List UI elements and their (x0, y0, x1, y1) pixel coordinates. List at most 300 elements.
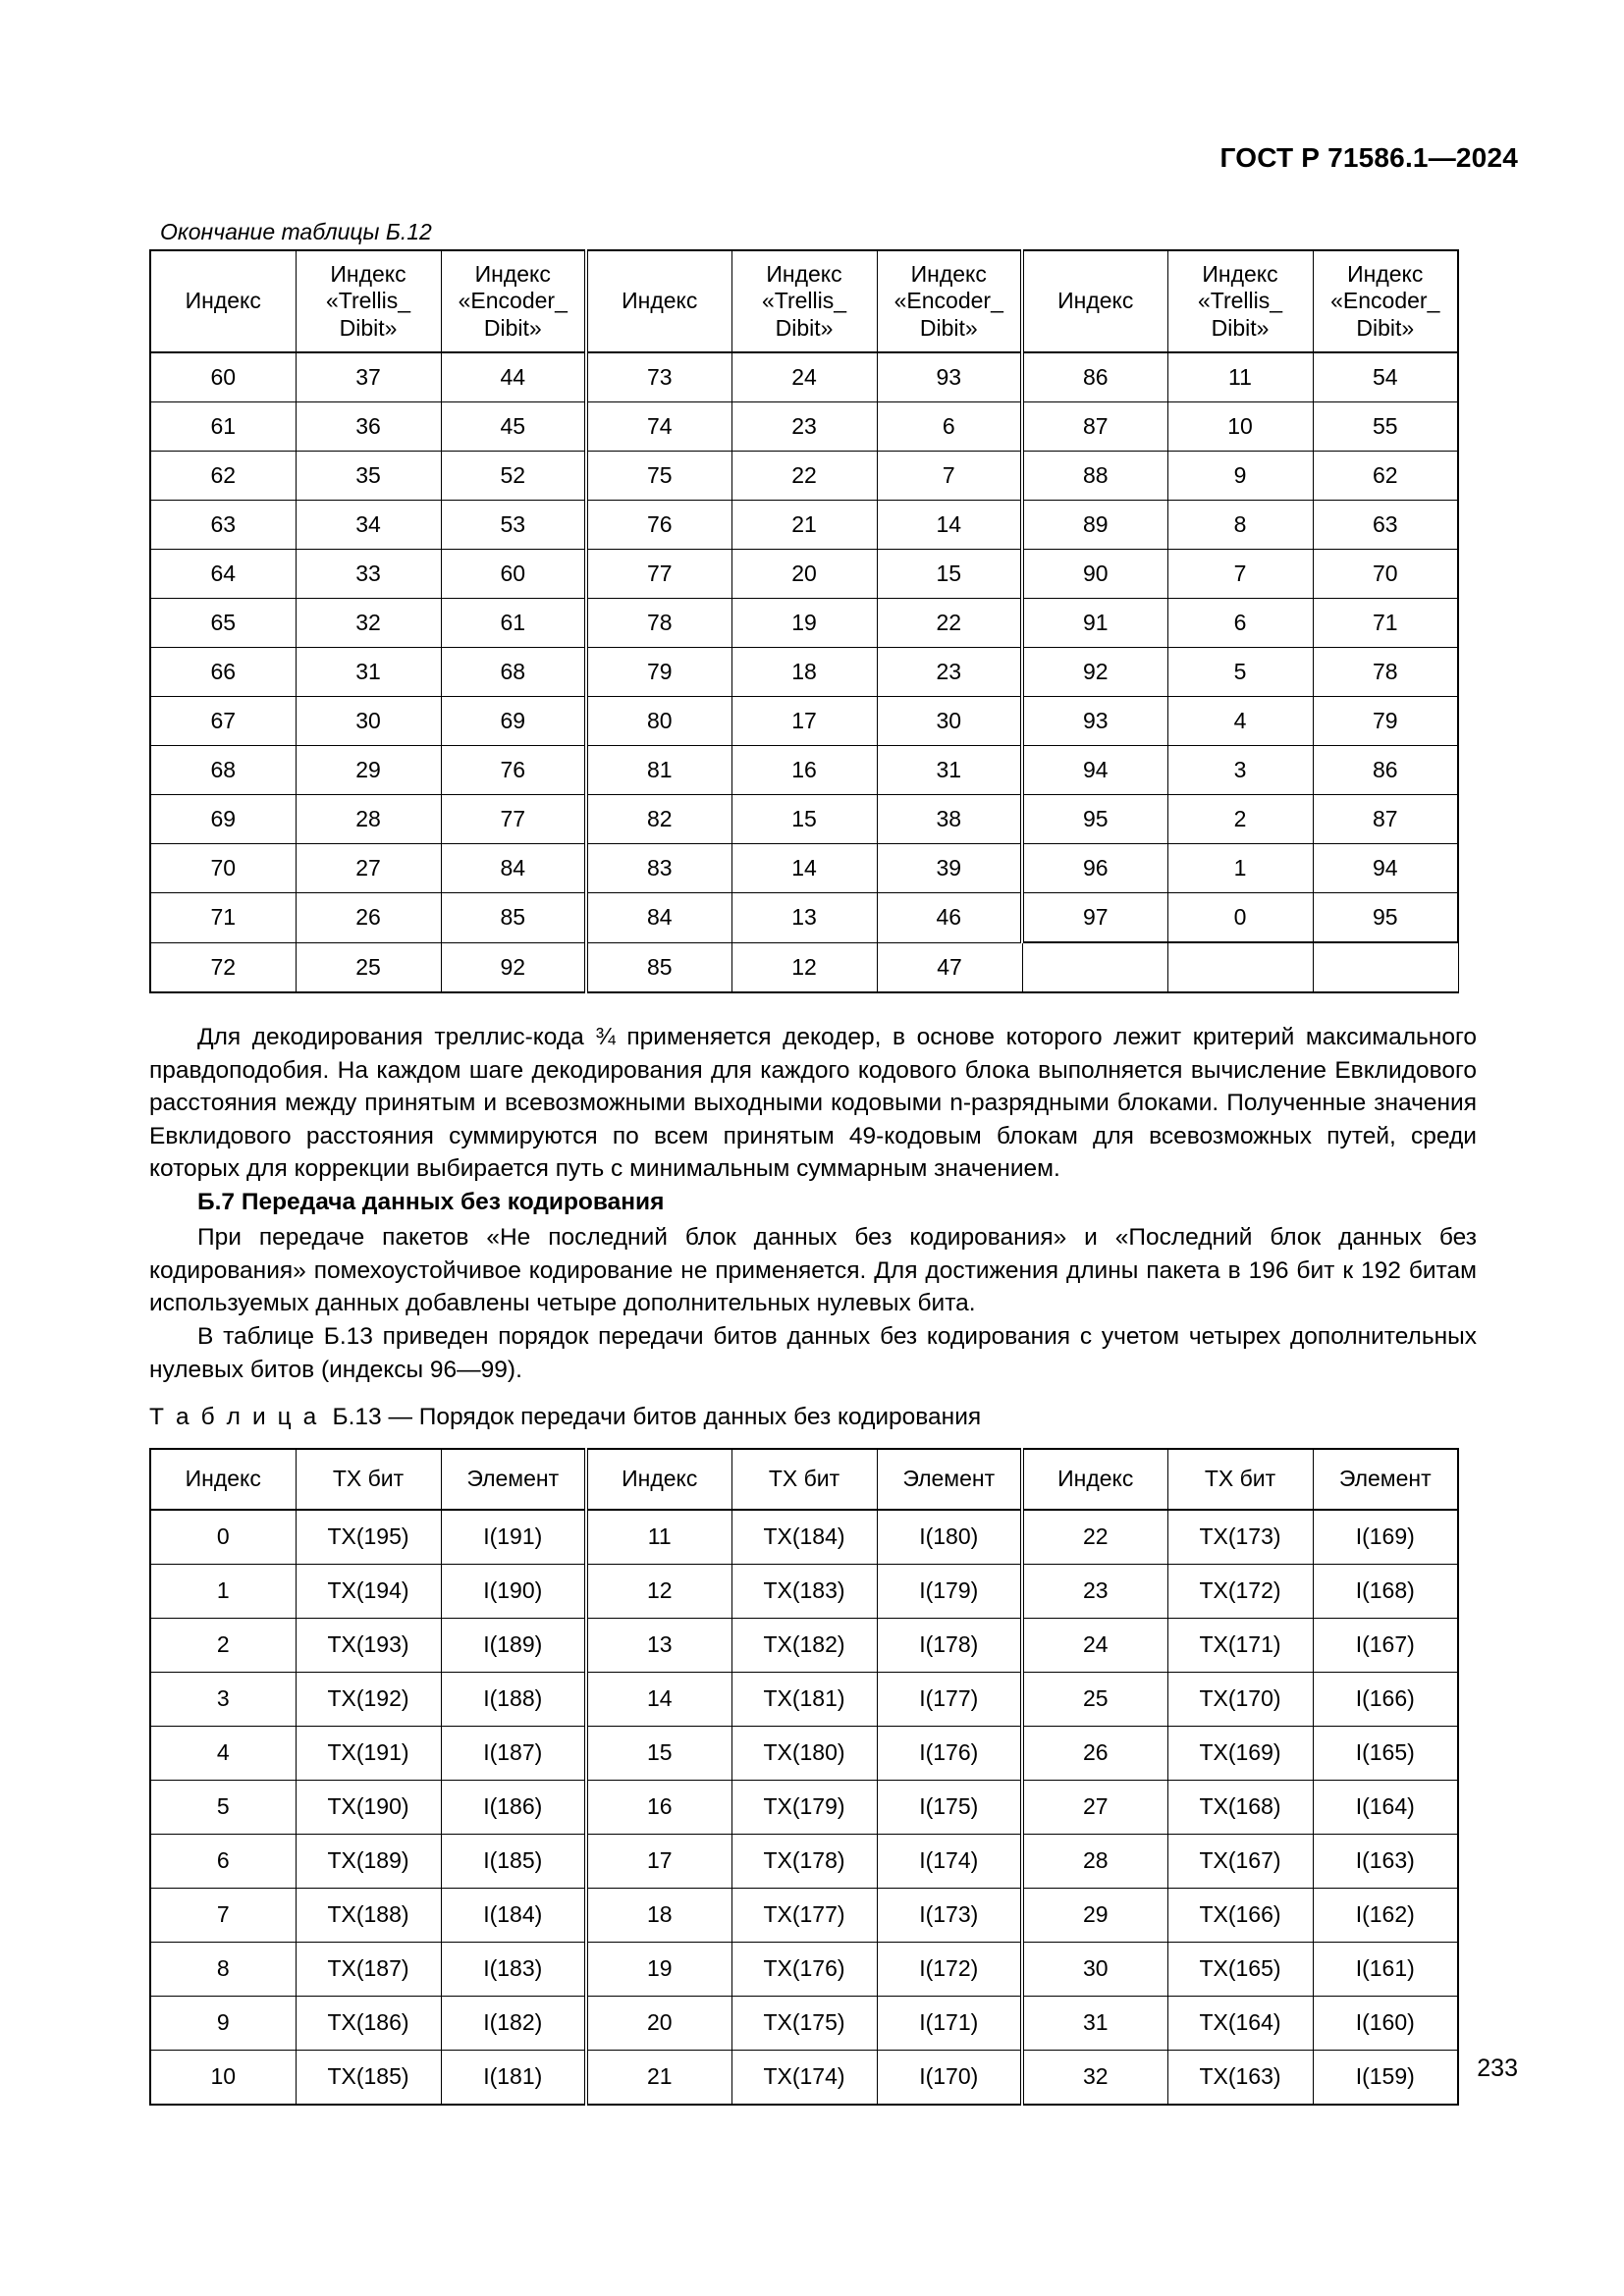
table-b12-cell-r4-c2: 60 (441, 550, 586, 599)
table-b12-cell-r2-c5: 7 (877, 452, 1022, 501)
table-b13-cell-r3-c7: TX(170) (1167, 1673, 1313, 1727)
table-b13-cell-r7-c4: TX(177) (731, 1889, 877, 1943)
table-b13-cell-r4-c1: TX(191) (296, 1727, 441, 1781)
table-b12-cell-r4-c5: 15 (877, 550, 1022, 599)
table-b12-cell-r11-c7: 0 (1167, 893, 1313, 943)
table-b12-cell-r8-c7: 3 (1167, 746, 1313, 795)
table-row (150, 550, 1458, 599)
table-b13-cell-r5-c8: I(164) (1313, 1781, 1458, 1835)
table-b13-cell-r9-c0: 9 (150, 1997, 296, 2051)
table-b12-cell-r1-c8: 55 (1313, 402, 1458, 452)
table-b13-cell-r5-c0: 5 (150, 1781, 296, 1835)
table-b12-cell-r12-c3: 85 (586, 942, 731, 992)
table-b12-cell-r2-c3: 75 (586, 452, 731, 501)
table-b13-cell-r5-c3: 16 (586, 1781, 731, 1835)
table-b12-cell-r3-c5: 14 (877, 501, 1022, 550)
table-b13-cell-r2-c1: TX(193) (296, 1619, 441, 1673)
table-b13-cell-r6-c0: 6 (150, 1835, 296, 1889)
table-b13-cell-r5-c5: I(175) (877, 1781, 1022, 1835)
table-b13-cell-r7-c2: I(184) (441, 1889, 586, 1943)
table-b12-cell-r1-c6: 87 (1022, 402, 1167, 452)
table-b13-cell-r2-c3: 13 (586, 1619, 731, 1673)
table-b12-cell-r4-c4: 20 (731, 550, 877, 599)
table-b13-cell-r9-c3: 20 (586, 1997, 731, 2051)
header-line-3: Dibit» (483, 314, 542, 341)
table-b12-cell-r7-c3: 80 (586, 697, 731, 746)
table-b13-header-cell-4: TX бит (731, 1449, 877, 1510)
table-row (150, 795, 1458, 844)
table-b12-cell-r6-c8: 78 (1313, 648, 1458, 697)
table-b13-cell-r6-c2: I(185) (441, 1835, 586, 1889)
table-b13-cell-r7-c3: 18 (586, 1889, 731, 1943)
table-b13-cell-r1-c7: TX(172) (1167, 1565, 1313, 1619)
table-b12-cell-r6-c1: 31 (296, 648, 441, 697)
table-b13-header-cell-8: Элемент (1313, 1449, 1458, 1510)
table-b12-cell-r1-c5: 6 (877, 402, 1022, 452)
header-line-1: Индекс (1057, 288, 1134, 314)
table-b13-cell-r3-c4: TX(181) (731, 1673, 877, 1727)
table-b12-cell-r2-c2: 52 (441, 452, 586, 501)
table-b13-cell-r1-c3: 12 (586, 1565, 731, 1619)
table-b12-cell-r7-c2: 69 (441, 697, 586, 746)
header-line-1: Индекс (622, 288, 698, 314)
table-b13-cell-r3-c8: I(166) (1313, 1673, 1458, 1727)
header-line-1: Индекс (474, 261, 551, 288)
table-b12-cell-r12-c6 (1022, 942, 1167, 992)
table-b13-cell-r6-c6: 28 (1022, 1835, 1167, 1889)
table-row (150, 697, 1458, 746)
table-b13-cell-r7-c1: TX(188) (296, 1889, 441, 1943)
header-line-3: Dibit» (1356, 314, 1415, 341)
table-row (150, 1510, 1458, 1565)
table-b12-cell-r1-c7: 10 (1167, 402, 1313, 452)
table-b12-cell-r12-c0: 72 (150, 942, 296, 992)
table-b12-cell-r3-c2: 53 (441, 501, 586, 550)
table-b13-cell-r8-c2: I(183) (441, 1943, 586, 1997)
table-b13-cell-r8-c6: 30 (1022, 1943, 1167, 1997)
table-b13-cell-r2-c8: I(167) (1313, 1619, 1458, 1673)
header-line-2: «Trellis_ (325, 288, 411, 314)
table-b12-cell-r11-c4: 13 (731, 893, 877, 943)
table-b13-cell-r8-c3: 19 (586, 1943, 731, 1997)
table-b12-cell-r0-c8: 54 (1313, 352, 1458, 402)
header-line-1: Индекс (330, 261, 406, 288)
table-b12-cell-r4-c3: 77 (586, 550, 731, 599)
table-b12-cell-r4-c6: 90 (1022, 550, 1167, 599)
table-b13-cell-r10-c5: I(170) (877, 2051, 1022, 2106)
table-b13-cell-r2-c0: 2 (150, 1619, 296, 1673)
table-b13-cell-r7-c5: I(173) (877, 1889, 1022, 1943)
table-b12-cell-r0-c3: 73 (586, 352, 731, 402)
table-b12-cell-r7-c4: 17 (731, 697, 877, 746)
paragraph-table-ref (149, 1320, 1477, 1386)
table-b13-container (149, 1448, 1459, 2106)
table-row (150, 893, 1458, 943)
table-b13-cell-r8-c5: I(172) (877, 1943, 1022, 1997)
table-b13-cell-r1-c1: TX(194) (296, 1565, 441, 1619)
table-b13 (149, 1448, 1459, 2106)
table-row (150, 1565, 1458, 1619)
table-b13-cell-r10-c4: TX(174) (731, 2051, 877, 2106)
table-b13-header-cell-2: Элемент (441, 1449, 586, 1510)
table-b12 (149, 249, 1459, 993)
table-b13-cell-r10-c6: 32 (1022, 2051, 1167, 2106)
table-row (150, 1673, 1458, 1727)
table-b12-header-cell-0 (150, 250, 296, 352)
table-b12-cell-r0-c7: 11 (1167, 352, 1313, 402)
table-b13-cell-r4-c0: 4 (150, 1727, 296, 1781)
table-b13-cell-r7-c6: 29 (1022, 1889, 1167, 1943)
table-b12-cell-r12-c8 (1313, 942, 1458, 992)
table-b13-cell-r8-c0: 8 (150, 1943, 296, 1997)
table-row (150, 648, 1458, 697)
table-b12-cell-r2-c4: 22 (731, 452, 877, 501)
table-b12-cell-r10-c8: 94 (1313, 844, 1458, 893)
table-b13-cell-r5-c2: I(186) (441, 1781, 586, 1835)
table-b12-cell-r2-c1: 35 (296, 452, 441, 501)
table-b12-cell-r3-c8: 63 (1313, 501, 1458, 550)
table-b12-cell-r2-c7: 9 (1167, 452, 1313, 501)
header-line-3: Dibit» (775, 314, 834, 341)
table-b12-cell-r7-c7: 4 (1167, 697, 1313, 746)
table-b13-cell-r8-c7: TX(165) (1167, 1943, 1313, 1997)
table-b12-cell-r1-c1: 36 (296, 402, 441, 452)
table-row (150, 1997, 1458, 2051)
table-b12-cell-r5-c6: 91 (1022, 599, 1167, 648)
table-b13-cell-r9-c6: 31 (1022, 1997, 1167, 2051)
table-b13-cell-r5-c1: TX(190) (296, 1781, 441, 1835)
table-b12-cell-r5-c7: 6 (1167, 599, 1313, 648)
paragraph-no-coding (149, 1221, 1477, 1320)
table-b13-cell-r0-c8: I(169) (1313, 1510, 1458, 1565)
table-b12-cell-r0-c6: 86 (1022, 352, 1167, 402)
header-line-1: Индекс (1347, 261, 1424, 288)
table-b12-cell-r10-c2: 84 (441, 844, 586, 893)
table-b12-cell-r12-c1: 25 (296, 942, 441, 992)
table-b12-cell-r7-c0: 67 (150, 697, 296, 746)
table-b13-cell-r10-c0: 10 (150, 2051, 296, 2106)
table-b13-cell-r6-c7: TX(167) (1167, 1835, 1313, 1889)
table-b12-cell-r10-c5: 39 (877, 844, 1022, 893)
table-b12-cell-r1-c4: 23 (731, 402, 877, 452)
table-b12-header-cell-1 (296, 250, 441, 352)
table-b13-header-row (150, 1449, 1458, 1510)
table-b12-cell-r6-c4: 18 (731, 648, 877, 697)
table-b12-cell-r11-c2: 85 (441, 893, 586, 943)
table-b13-body (150, 1510, 1458, 2105)
table-b13-cell-r0-c6: 22 (1022, 1510, 1167, 1565)
table-b13-cell-r9-c5: I(171) (877, 1997, 1022, 2051)
paragraph-no-coding-text: При передаче пакетов «Не последний блок данных без кодирования» и «Последний блок данных без кодирования» помехоустойчивое кодирование не применяется. Для достижения длины пакета в 196 бит к 192 битам используемых данных добавлены четыре дополнительных нулевых бита. (149, 1224, 1477, 1317)
table-b12-cell-r12-c4: 12 (731, 942, 877, 992)
table-b13-cell-r3-c2: I(188) (441, 1673, 586, 1727)
table-b12-cell-r4-c8: 70 (1313, 550, 1458, 599)
table-b12-continuation-caption: Окончание таблицы Б.12 (160, 219, 432, 244)
table-b13-cell-r9-c2: I(182) (441, 1997, 586, 2051)
table-b13-cell-r9-c1: TX(186) (296, 1997, 441, 2051)
table-b12-cell-r5-c0: 65 (150, 599, 296, 648)
table-b13-cell-r0-c3: 11 (586, 1510, 731, 1565)
table-b12-cell-r1-c0: 61 (150, 402, 296, 452)
table-b12-cell-r11-c8: 95 (1313, 893, 1458, 943)
table-b13-cell-r3-c6: 25 (1022, 1673, 1167, 1727)
table-b12-cell-r0-c2: 44 (441, 352, 586, 402)
table-b12-cell-r5-c8: 71 (1313, 599, 1458, 648)
table-b13-cell-r1-c5: I(179) (877, 1565, 1022, 1619)
table-b12-cell-r10-c1: 27 (296, 844, 441, 893)
table-b13-cell-r2-c2: I(189) (441, 1619, 586, 1673)
table-b12-cell-r9-c4: 15 (731, 795, 877, 844)
header-line-2: «Trellis_ (1197, 288, 1283, 314)
table-b13-cell-r7-c0: 7 (150, 1889, 296, 1943)
table-b12-cell-r3-c4: 21 (731, 501, 877, 550)
table-b12-header-cell-4 (731, 250, 877, 352)
table-b13-cell-r8-c8: I(161) (1313, 1943, 1458, 1997)
table-b12-cell-r5-c5: 22 (877, 599, 1022, 648)
table-row (150, 1835, 1458, 1889)
table-b13-caption (149, 1401, 981, 1434)
paragraph-table-ref-text: В таблице Б.13 приведен порядок передачи битов данных без кодирования с учетом четырех дополнительных нулевых битов (индексы 96—99). (149, 1323, 1477, 1383)
table-b13-cell-r8-c1: TX(187) (296, 1943, 441, 1997)
table-b12-cell-r8-c3: 81 (586, 746, 731, 795)
section-heading-b7: Б.7 Передача данных без кодирования (197, 1189, 665, 1215)
table-b12-cell-r1-c2: 45 (441, 402, 586, 452)
table-b12-cell-r5-c1: 32 (296, 599, 441, 648)
table-b13-caption-number: Б.13 (332, 1404, 382, 1430)
table-b12-cell-r8-c6: 94 (1022, 746, 1167, 795)
table-b13-cell-r4-c8: I(165) (1313, 1727, 1458, 1781)
table-b12-cell-r8-c0: 68 (150, 746, 296, 795)
table-b12-cell-r3-c3: 76 (586, 501, 731, 550)
table-b12-cell-r6-c2: 68 (441, 648, 586, 697)
table-b13-cell-r1-c8: I(168) (1313, 1565, 1458, 1619)
table-b12-container (149, 249, 1459, 993)
table-b13-cell-r7-c8: I(162) (1313, 1889, 1458, 1943)
table-b13-cell-r6-c3: 17 (586, 1835, 731, 1889)
table-b12-cell-r0-c5: 93 (877, 352, 1022, 402)
table-b12-cell-r5-c4: 19 (731, 599, 877, 648)
table-b12-cell-r0-c4: 24 (731, 352, 877, 402)
table-b13-caption-text: — Порядок передачи битов данных без кодирования (388, 1404, 982, 1430)
table-b12-header-cell-2 (441, 250, 586, 352)
table-b12-cell-r11-c0: 71 (150, 893, 296, 943)
table-b13-cell-r7-c7: TX(166) (1167, 1889, 1313, 1943)
paragraph-decoding (149, 1021, 1477, 1186)
table-b12-cell-r9-c1: 28 (296, 795, 441, 844)
table-b13-cell-r9-c8: I(160) (1313, 1997, 1458, 2051)
table-b12-cell-r8-c2: 76 (441, 746, 586, 795)
table-b12-cell-r11-c5: 46 (877, 893, 1022, 943)
table-b13-cell-r3-c1: TX(192) (296, 1673, 441, 1727)
header-line-1: Индекс (1202, 261, 1278, 288)
table-b12-cell-r6-c6: 92 (1022, 648, 1167, 697)
table-b12-header-cell-7 (1167, 250, 1313, 352)
table-row (150, 942, 1458, 992)
header-line-3: Dibit» (919, 314, 978, 341)
table-b12-cell-r10-c7: 1 (1167, 844, 1313, 893)
table-b12-header-cell-5 (877, 250, 1022, 352)
table-b12-cell-r4-c1: 33 (296, 550, 441, 599)
table-b12-cell-r12-c5: 47 (877, 942, 1022, 992)
table-b12-cell-r10-c4: 14 (731, 844, 877, 893)
table-b12-cell-r2-c8: 62 (1313, 452, 1458, 501)
table-b13-cell-r4-c3: 15 (586, 1727, 731, 1781)
table-row (150, 501, 1458, 550)
header-line-3: Dibit» (1211, 314, 1270, 341)
table-b12-cell-r8-c1: 29 (296, 746, 441, 795)
table-b13-cell-r4-c2: I(187) (441, 1727, 586, 1781)
table-b13-cell-r0-c7: TX(173) (1167, 1510, 1313, 1565)
table-b13-cell-r0-c4: TX(184) (731, 1510, 877, 1565)
table-b12-cell-r6-c3: 79 (586, 648, 731, 697)
table-b13-cell-r1-c6: 23 (1022, 1565, 1167, 1619)
table-b13-cell-r3-c5: I(177) (877, 1673, 1022, 1727)
table-b12-cell-r7-c6: 93 (1022, 697, 1167, 746)
table-b12-cell-r12-c2: 92 (441, 942, 586, 992)
table-b13-cell-r5-c6: 27 (1022, 1781, 1167, 1835)
header-line-1: Индекс (910, 261, 987, 288)
table-b13-cell-r5-c4: TX(179) (731, 1781, 877, 1835)
table-b12-cell-r6-c5: 23 (877, 648, 1022, 697)
table-b13-cell-r5-c7: TX(168) (1167, 1781, 1313, 1835)
table-b13-cell-r4-c7: TX(169) (1167, 1727, 1313, 1781)
table-b13-cell-r2-c7: TX(171) (1167, 1619, 1313, 1673)
page-number: 233 (1477, 2055, 1518, 2082)
table-b13-cell-r6-c8: I(163) (1313, 1835, 1458, 1889)
table-b12-cell-r0-c1: 37 (296, 352, 441, 402)
table-b12-cell-r9-c6: 95 (1022, 795, 1167, 844)
table-b12-cell-r9-c0: 69 (150, 795, 296, 844)
table-b12-cell-r10-c0: 70 (150, 844, 296, 893)
table-b12-cell-r3-c6: 89 (1022, 501, 1167, 550)
table-b13-cell-r10-c2: I(181) (441, 2051, 586, 2106)
table-b12-cell-r11-c3: 84 (586, 893, 731, 943)
table-row (150, 599, 1458, 648)
table-b13-cell-r1-c2: I(190) (441, 1565, 586, 1619)
table-b12-cell-r9-c8: 87 (1313, 795, 1458, 844)
table-b12-cell-r11-c1: 26 (296, 893, 441, 943)
table-b12-cell-r5-c3: 78 (586, 599, 731, 648)
header-line-2: «Encoder_ (458, 288, 568, 314)
table-b12-cell-r10-c6: 96 (1022, 844, 1167, 893)
table-b13-cell-r6-c4: TX(178) (731, 1835, 877, 1889)
table-b13-caption-label: Т а б л и ц а (149, 1404, 319, 1430)
header-line-3: Dibit» (339, 314, 398, 341)
table-b13-cell-r6-c1: TX(189) (296, 1835, 441, 1889)
table-b13-cell-r3-c3: 14 (586, 1673, 731, 1727)
table-b12-cell-r1-c3: 74 (586, 402, 731, 452)
table-row (150, 2051, 1458, 2106)
table-row (150, 452, 1458, 501)
table-row (150, 746, 1458, 795)
table-b12-cell-r3-c1: 34 (296, 501, 441, 550)
table-b12-header-cell-6 (1022, 250, 1167, 352)
header-line-1: Индекс (766, 261, 842, 288)
table-b12-cell-r8-c8: 86 (1313, 746, 1458, 795)
table-b13-cell-r0-c1: TX(195) (296, 1510, 441, 1565)
table-row (150, 1727, 1458, 1781)
table-b12-cell-r8-c5: 31 (877, 746, 1022, 795)
table-b12-cell-r3-c0: 63 (150, 501, 296, 550)
table-b12-cell-r9-c5: 38 (877, 795, 1022, 844)
table-row (150, 1781, 1458, 1835)
table-b12-cell-r4-c7: 7 (1167, 550, 1313, 599)
table-b12-cell-r0-c0: 60 (150, 352, 296, 402)
table-b12-cell-r6-c0: 66 (150, 648, 296, 697)
table-b13-cell-r3-c0: 3 (150, 1673, 296, 1727)
table-b13-header-cell-6: Индекс (1022, 1449, 1167, 1510)
table-b12-cell-r10-c3: 83 (586, 844, 731, 893)
table-b13-cell-r10-c8: I(159) (1313, 2051, 1458, 2106)
table-b12-cell-r3-c7: 8 (1167, 501, 1313, 550)
table-b13-cell-r2-c6: 24 (1022, 1619, 1167, 1673)
table-b12-cell-r8-c4: 16 (731, 746, 877, 795)
table-b12-cell-r2-c0: 62 (150, 452, 296, 501)
table-row (150, 1889, 1458, 1943)
table-b12-cell-r7-c1: 30 (296, 697, 441, 746)
table-b13-cell-r9-c4: TX(175) (731, 1997, 877, 2051)
table-b13-header-cell-1: TX бит (296, 1449, 441, 1510)
paragraph-decoding-text: Для декодирования треллис-кода ¾ применяется декодер, в основе которого лежит критерий максимального правдоподобия. На каждом шаге декодирования для каждого кодового блока выполняется вычисление Евклидового расстояния между принятым и всевозможными выходными кодовыми n-разрядными блоками. Полученные значения Евклидового расстояния суммируются по всем принятым 49-кодовым блокам для всевозможных путей, среди которых для коррекции выбирается путь с минимальным суммарным значением. (149, 1024, 1477, 1183)
table-b12-cell-r7-c5: 30 (877, 697, 1022, 746)
table-b12-cell-r9-c3: 82 (586, 795, 731, 844)
table-b12-cell-r7-c8: 79 (1313, 697, 1458, 746)
table-row (150, 1619, 1458, 1673)
table-b12-cell-r6-c7: 5 (1167, 648, 1313, 697)
table-b13-cell-r6-c5: I(174) (877, 1835, 1022, 1889)
table-row (150, 352, 1458, 402)
table-b12-cell-r11-c6: 97 (1022, 893, 1167, 943)
table-b13-cell-r4-c4: TX(180) (731, 1727, 877, 1781)
table-b12-cell-r4-c0: 64 (150, 550, 296, 599)
table-b13-cell-r2-c5: I(178) (877, 1619, 1022, 1673)
table-b12-cell-r5-c2: 61 (441, 599, 586, 648)
header-line-2: «Encoder_ (893, 288, 1003, 314)
header-line-2: «Encoder_ (1330, 288, 1440, 314)
table-b12-header-row (150, 250, 1458, 352)
table-b13-cell-r0-c0: 0 (150, 1510, 296, 1565)
table-b12-header-cell-3 (586, 250, 731, 352)
table-b13-cell-r2-c4: TX(182) (731, 1619, 877, 1673)
table-b13-header-cell-3: Индекс (586, 1449, 731, 1510)
header-line-2: «Trellis_ (761, 288, 847, 314)
table-b13-header-cell-0: Индекс (150, 1449, 296, 1510)
table-b13-header-cell-7: TX бит (1167, 1449, 1313, 1510)
table-b12-cell-r12-c7 (1167, 942, 1313, 992)
table-row (150, 844, 1458, 893)
table-b13-cell-r10-c1: TX(185) (296, 2051, 441, 2106)
table-row (150, 402, 1458, 452)
table-b13-cell-r1-c0: 1 (150, 1565, 296, 1619)
table-b13-cell-r1-c4: TX(183) (731, 1565, 877, 1619)
table-row (150, 1943, 1458, 1997)
table-b13-cell-r0-c5: I(180) (877, 1510, 1022, 1565)
table-b13-cell-r4-c5: I(176) (877, 1727, 1022, 1781)
document-standard-header: ГОСТ Р 71586.1—2024 (1219, 142, 1518, 173)
table-b13-cell-r8-c4: TX(176) (731, 1943, 877, 1997)
table-b12-cell-r2-c6: 88 (1022, 452, 1167, 501)
table-b13-cell-r10-c3: 21 (586, 2051, 731, 2106)
header-line-1: Индекс (185, 288, 261, 314)
table-b13-cell-r4-c6: 26 (1022, 1727, 1167, 1781)
table-b13-cell-r0-c2: I(191) (441, 1510, 586, 1565)
table-b12-cell-r9-c2: 77 (441, 795, 586, 844)
table-b13-cell-r10-c7: TX(163) (1167, 2051, 1313, 2106)
table-b13-head (150, 1449, 1458, 1510)
table-b12-cell-r9-c7: 2 (1167, 795, 1313, 844)
table-b13-header-cell-5: Элемент (877, 1449, 1022, 1510)
table-b12-header-cell-8 (1313, 250, 1458, 352)
